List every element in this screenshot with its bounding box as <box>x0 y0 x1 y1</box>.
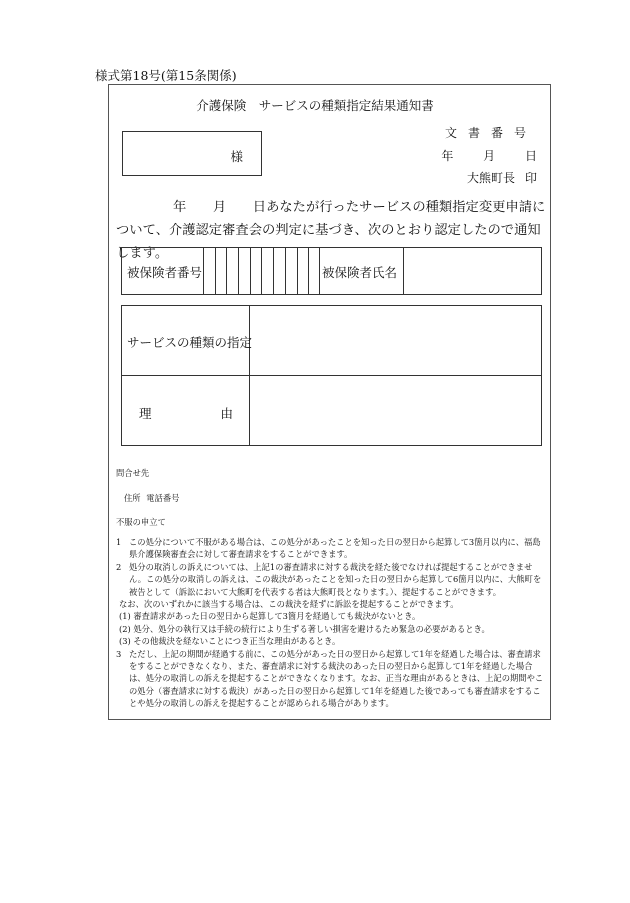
note-text: ただし、上記の期間が経過する前に、この処分があった日の翌日から起算して1年を経過した場合は、審査請求をすることができなくなり、また、審査請求に対する裁決のあった日の翌日から起算して1年を経過した場合は、処分の取消しの訴えを提起することができなくなります。なお、正当な理由があるときは、上記の期間やこの処分（審査請求に対する裁決）があった日の翌日から起算して1年を経過した後であっても審査請求をすることや処分の取消しの訴えを提起することが認められる場合があります。 <box>129 648 544 709</box>
mayor-signature <box>467 169 537 186</box>
contact-line: 住所 電話番号 <box>124 493 180 503</box>
note-subitem: (1) 審査請求があった日の翌日から起算して3箇月を経過しても裁決がないとき。 <box>119 611 421 622</box>
note-number: 2 <box>116 561 122 572</box>
digit-box <box>250 248 262 294</box>
insured-info-table <box>121 247 542 295</box>
digit-box <box>203 248 215 294</box>
insured-number-boxes <box>203 248 320 294</box>
service-designation-table <box>121 305 542 446</box>
note-item <box>116 536 547 561</box>
note-subitem: (2) 処分、処分の執行又は手続の続行により生ずる著しい損害を避けるため緊急の必要があるとき。 <box>119 623 490 634</box>
note-subitem: (3) その他裁決を経ないことにつき正当な理由があるとき。 <box>119 636 341 647</box>
table-divider <box>403 248 404 294</box>
note-item <box>116 561 547 598</box>
note-intro: なお、次のいずれかに該当する場合は、この裁決を経ずに訴訟を提起することができます。 <box>119 599 459 610</box>
digit-box <box>273 248 285 294</box>
service-type-label: サービスの種類の指定 <box>127 335 253 350</box>
notice-body-text: 年 月 日あなたが行ったサービスの種類指定変更申請について、介護認定審査会の判定に基づき、次のとおり認定したので通知します。 <box>116 200 546 261</box>
note-item <box>116 648 547 710</box>
addressee-suffix: 様 <box>230 149 243 164</box>
digit-box <box>215 248 227 294</box>
reason-char: 理 <box>139 406 152 421</box>
digit-box <box>297 248 309 294</box>
seal-mark: 印 <box>524 171 537 185</box>
digit-box <box>261 248 273 294</box>
document-number-label: 文書番号 <box>444 126 537 140</box>
insured-number-label: 被保険者番号 <box>127 265 203 280</box>
addressee-box <box>122 131 262 176</box>
digit-box <box>238 248 250 294</box>
reason-label <box>139 404 233 422</box>
digit-box <box>308 248 320 294</box>
digit-box <box>285 248 297 294</box>
form-number: 様式第18号(第15条関係) <box>95 68 237 83</box>
digit-box <box>226 248 238 294</box>
appeal-heading: 不服の申立て <box>116 517 166 527</box>
contact-heading: 問合せ先 <box>116 468 150 478</box>
note-text: この処分について不服がある場合は、この処分があったことを知った日の翌日から起算して3箇月以内に、福島県介護保険審査会に対して審査請求をすることができます。 <box>129 537 541 560</box>
date-label: 年 月 日 <box>441 149 537 163</box>
reason-char: 由 <box>220 406 233 421</box>
insured-name-label: 被保険者氏名 <box>322 265 398 280</box>
table-divider <box>122 375 541 376</box>
document-title: 介護保険 サービスの種類指定結果通知書 <box>196 98 434 113</box>
note-number: 3 <box>116 648 122 659</box>
note-number: 1 <box>116 537 122 547</box>
appeal-notes <box>116 536 547 710</box>
note-text: 処分の取消しの訴えについては、上記1の審査請求に対する裁決を経た後でなければ提起することができません。この処分の取消しの訴えは、この裁決があったことを知った日の翌日から起算して6箇月以内に、大熊町を被告として（訴訟において大熊町を代表する者は大熊町長となります。）、提起することができます。 <box>129 561 542 597</box>
mayor-title: 大熊町長 <box>466 171 515 185</box>
